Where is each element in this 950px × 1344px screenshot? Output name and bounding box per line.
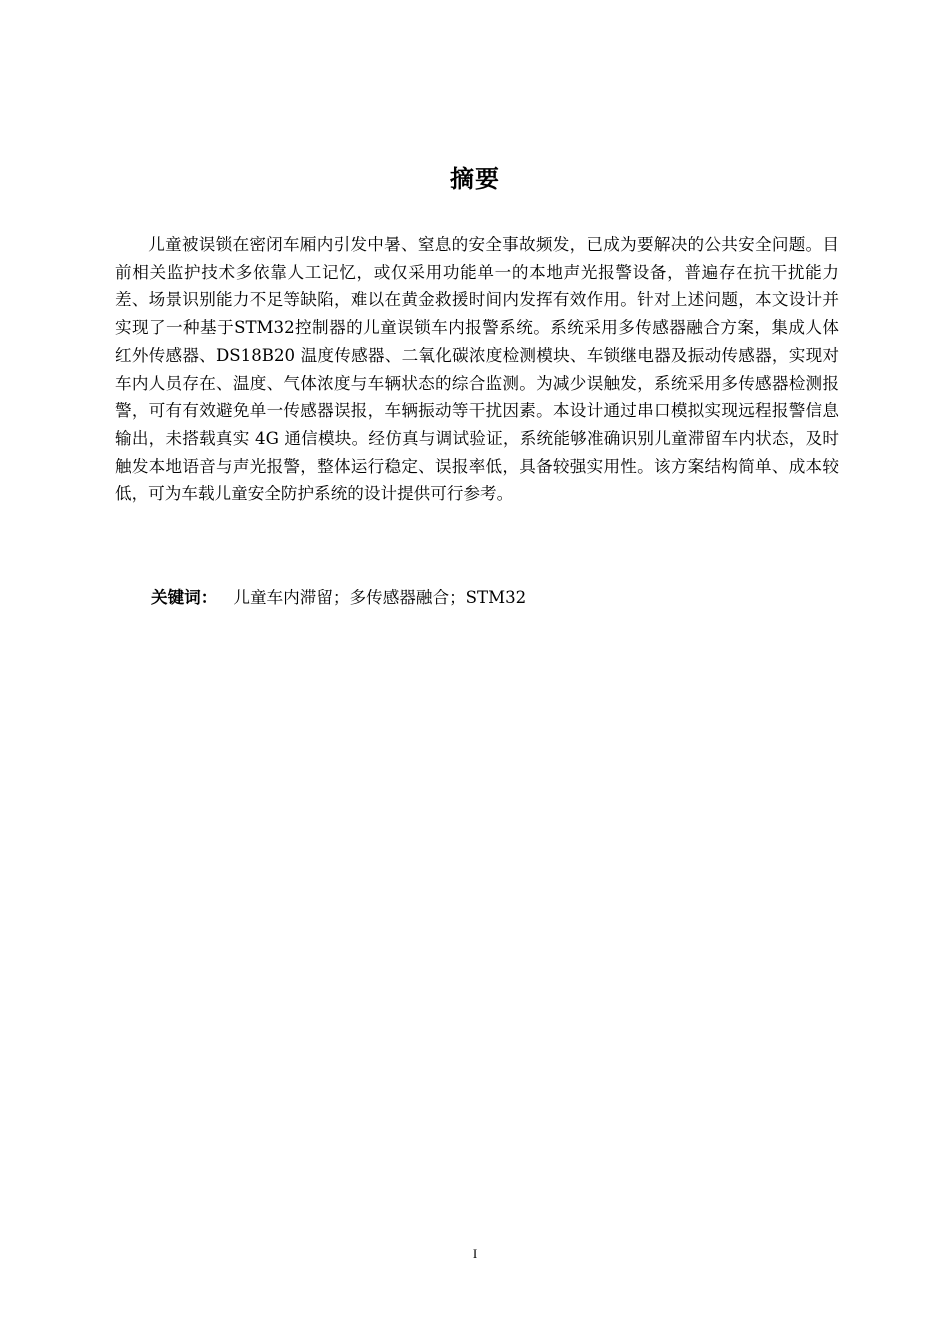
keywords-label: 关键词：: [151, 588, 218, 607]
abstract-title: 摘要: [450, 165, 500, 193]
abstract-body: 儿童被误锁在密闭车厢内引发中暑、窒息的安全事故频发，已成为要解决的公共安全问题。目前相关监护技术多依靠人工记忆，或仅采用功能单一的本地声光报警设备，普遍存在抗干扰能力差、场景识别能力不足等缺陷，难以在黄金救援时间内发挥有效作用。针对上述问题，本文设计并实现了一种基于STM32控制器的儿童误锁车内报警系统。系统采用多传感器融合方案，集成人体红外传感器、DS18B20 温度传感器、二氧化碳浓度检测模块、车锁继电器及振动传感器，实现对车内人员存在、温度、气体浓度与车辆状态的综合监测。为减少误触发，系统采用多传感器检测报警，可有有效避免单一传感器误报，车辆振动等干扰因素。本设计通过串口模拟实现远程报警信息输出，未搭载真实 4G 通信模块。经仿真与调试验证，系统能够准确识别儿童滞留车内状态，及时触发本地语音与声光报警，整体运行稳定、误报率低，具备较强实用性。该方案结构简单、成本较低，可为车载儿童安全防护系统的设计提供可行参考。: [115, 235, 839, 504]
page-number: I: [472, 1246, 478, 1261]
keywords-line: [151, 584, 839, 612]
keywords-value: 儿童车内滞留；多传感器融合；STM32: [233, 588, 527, 607]
